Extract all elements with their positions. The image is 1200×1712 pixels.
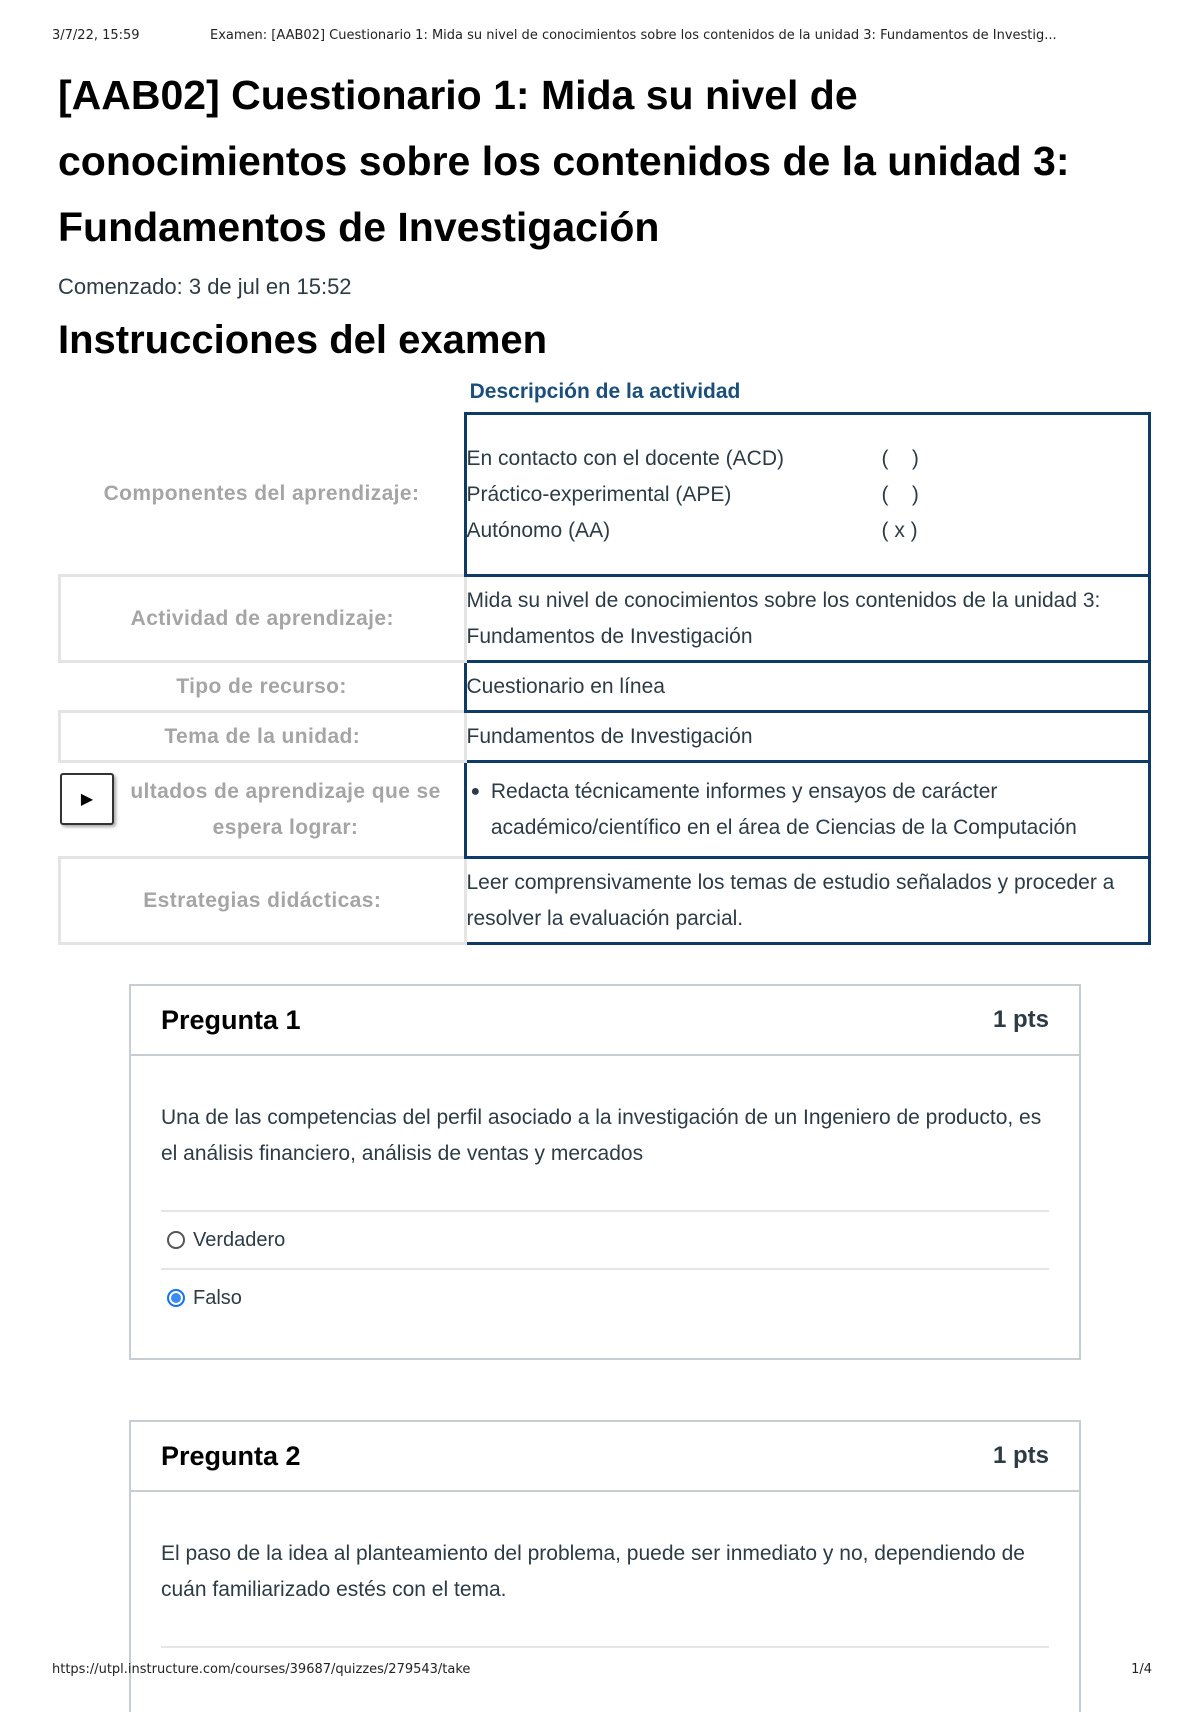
quiz-title: [AAB02] Cuestionario 1: Mida su nivel de conocimientos sobre los contenidos de la unidad 3: Fundamentos de Investigación [58, 72, 1070, 250]
question-body [131, 1492, 1079, 1674]
component-item [467, 513, 1149, 549]
component-name: Autónomo (AA) [466, 518, 611, 542]
answer-divider [161, 1646, 1049, 1648]
question-1 [129, 984, 1081, 1360]
question-header [131, 1422, 1079, 1492]
answer-label: Verdadero [193, 1228, 286, 1251]
components-row [60, 414, 1150, 576]
print-header [52, 28, 1152, 43]
answer-list [161, 1210, 1049, 1326]
question-header [131, 986, 1079, 1056]
results-value [465, 762, 1150, 858]
component-item [467, 477, 1149, 513]
component-mark: ( ) [881, 482, 919, 506]
components-label: Componentes del aprendizaje: [103, 481, 420, 505]
results-row [60, 762, 1150, 858]
activity-label: Actividad de aprendizaje: [60, 576, 466, 662]
bullet-icon: ● [470, 782, 481, 800]
print-date: 3/7/22, 15:59 [52, 28, 140, 43]
resource-row [60, 662, 1150, 712]
instructions-title: Instrucciones del examen [58, 318, 548, 362]
strategies-label: Estrategias didácticas: [60, 858, 466, 944]
topic-value: Fundamentos de Investigación [465, 712, 1150, 762]
play-button[interactable] [60, 773, 114, 825]
question-text: Una de las competencias del perfil asociado a la investigación de un Ingeniero de producto, es el análisis financiero, análisis de ventas y mercados [161, 1106, 1042, 1165]
result-text: Redacta técnicamente informes y ensayos de carácter académico/científico en el área de Ciencias de la Computación [490, 779, 1077, 839]
description-table [58, 412, 1151, 945]
page-number: 1/4 [1131, 1662, 1152, 1677]
play-icon: ▶ [80, 791, 94, 808]
question-title: Pregunta 1 [161, 1004, 301, 1035]
components-value [465, 414, 1150, 576]
answer-option-verdadero[interactable] [161, 1210, 1049, 1268]
description-title: Descripción de la actividad [469, 380, 741, 403]
list-item [467, 774, 1149, 846]
component-item [467, 441, 1149, 477]
component-name: En contacto con el docente (ACD) [466, 446, 785, 470]
topic-row [60, 712, 1150, 762]
topic-label: Tema de la unidad: [60, 712, 466, 762]
strategies-row [60, 858, 1150, 944]
question-body [131, 1056, 1079, 1352]
resource-label: Tipo de recurso: [176, 674, 347, 698]
component-mark: ( x ) [881, 518, 918, 542]
question-text: El paso de la idea al planteamiento del problema, puede ser inmediato y no, dependiendo de cuán familiarizado estés con el tema. [161, 1542, 1025, 1601]
question-title: Pregunta 2 [161, 1440, 301, 1471]
print-title: Examen: [AAB02] Cuestionario 1: Mida su nivel de conocimientos sobre los contenidos de la unidad 3: Fundamentos de Investig... [210, 28, 1057, 43]
question-points: 1 pts [992, 1006, 1049, 1033]
answer-option-falso[interactable] [161, 1268, 1049, 1326]
component-mark: ( ) [881, 446, 919, 470]
results-label: ultados de aprendizaje que se espera lograr: [130, 779, 441, 839]
activity-value: Mida su nivel de conocimientos sobre los contenidos de la unidad 3: Fundamentos de Investigación [465, 576, 1150, 662]
activity-row [60, 576, 1150, 662]
radio-checked-icon[interactable] [167, 1289, 185, 1307]
question-points: 1 pts [992, 1442, 1049, 1469]
answer-label: Falso [193, 1286, 242, 1309]
strategies-value: Leer comprensivamente los temas de estudio señalados y proceder a resolver la evaluación parcial. [465, 858, 1150, 944]
radio-unchecked-icon[interactable] [167, 1231, 185, 1249]
resource-value: Cuestionario en línea [465, 662, 1150, 712]
component-name: Práctico-experimental (APE) [466, 482, 732, 506]
started-time: Comenzado: 3 de jul en 15:52 [58, 274, 352, 299]
print-footer [52, 1662, 1152, 1677]
print-url: https://utpl.instructure.com/courses/39687/quizzes/279543/take [52, 1662, 471, 1677]
main-content [58, 62, 1150, 363]
